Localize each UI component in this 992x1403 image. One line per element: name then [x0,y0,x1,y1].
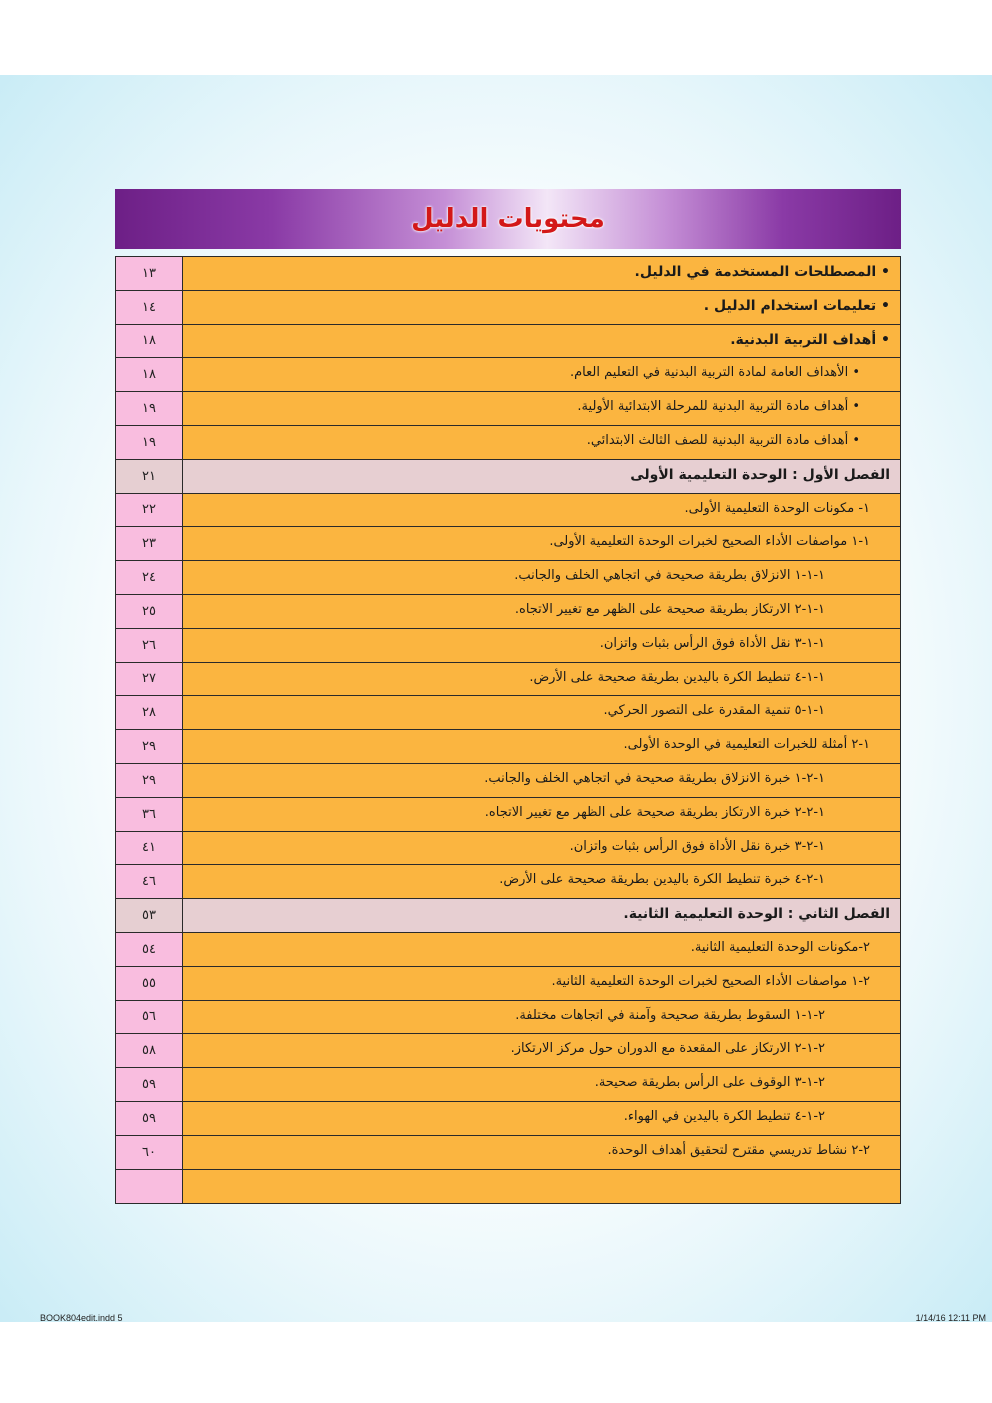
toc-entry-text: الفصل الثاني : الوحدة التعليمية الثانية. [183,899,900,932]
toc-entry-text: ١-٢-٤ خبرة تنطيط الكرة باليدين بطريقة صحيحة على الأرض. [183,865,900,898]
toc-row [116,426,900,460]
toc-entry-text: • المصطلحات المستخدمة في الدليل. [183,257,900,290]
page-number: ١٨ [116,358,183,391]
toc-row [116,527,900,561]
page-number: ٥٨ [116,1034,183,1067]
page-number: ٥٩ [116,1102,183,1135]
toc-row [116,1102,900,1136]
toc-entry-text: الفصل الأول : الوحدة التعليمية الأولى [183,460,900,493]
page-number: ٥٣ [116,899,183,932]
toc-row [116,967,900,1001]
toc-row [116,798,900,832]
toc-row [116,832,900,866]
toc-entry-text: • الأهداف العامة لمادة التربية البدنية في التعليم العام. [183,358,900,391]
page-number: ١٩ [116,392,183,425]
toc-row [116,764,900,798]
page-number: ٥٦ [116,1001,183,1034]
page-number: ٢١ [116,460,183,493]
toc-entry-text: ١-٢-٢ خبرة الارتكاز بطريقة صحيحة على الظهر مع تغيير الاتجاه. [183,798,900,831]
toc-row [116,561,900,595]
toc-entry-text: ١-١-٥ تنمية المقدرة على التصور الحركي. [183,696,900,729]
toc-entry-text: ١- مكونات الوحدة التعليمية الأولى. [183,494,900,527]
title-banner [115,189,901,249]
toc-row [116,325,900,359]
page-number: ١٨ [116,325,183,358]
toc-entry-text: ١-١-٤ تنطيط الكرة باليدين بطريقة صحيحة على الأرض. [183,663,900,696]
page-title: محتويات الدليل [411,204,605,234]
page-number: ٥٩ [116,1068,183,1101]
toc-entry-text: ١-٢ أمثلة للخبرات التعليمية في الوحدة الأولى. [183,730,900,763]
page-number: ٢٩ [116,730,183,763]
toc-row [116,865,900,899]
page-number: ٢٧ [116,663,183,696]
toc-entry-text: ٢-١-١ السقوط بطريقة صحيحة وآمنة في اتجاهات مختلفة. [183,1001,900,1034]
page-number: ٢٢ [116,494,183,527]
toc-entry-text: ١-١ مواصفات الأداء الصحيح لخبرات الوحدة التعليمية الأولى. [183,527,900,560]
toc-entry-text: ٢-٢ نشاط تدريسي مقترح لتحقيق أهداف الوحدة. [183,1136,900,1169]
page-number: ٥٤ [116,933,183,966]
page-number: ٢٦ [116,629,183,662]
toc-entry-text: ٢-١-٤ تنطيط الكرة باليدين في الهواء. [183,1102,900,1135]
toc-row [116,696,900,730]
toc-entry-text: • أهداف مادة التربية البدنية للمرحلة الابتدائية الأولية. [183,392,900,425]
page-number: ١٣ [116,257,183,290]
table-of-contents [115,256,901,1204]
toc-row [116,358,900,392]
toc-entry-text: ٢-١-٢ الارتكاز على المقعدة مع الدوران حول مركز الارتكاز. [183,1034,900,1067]
page-number: ٤١ [116,832,183,865]
toc-entry-text: ٢-١ مواصفات الأداء الصحيح لخبرات الوحدة التعليمية الثانية. [183,967,900,1000]
toc-row [116,629,900,663]
page-number: ٦٠ [116,1136,183,1169]
toc-entry-text: ١-٢-١ خبرة الانزلاق بطريقة صحيحة في اتجاهي الخلف والجانب. [183,764,900,797]
toc-entry-text: • أهداف التربية البدنية. [183,325,900,358]
toc-entry-text: ١-١-١ الانزلاق بطريقة صحيحة في اتجاهي الخلف والجانب. [183,561,900,594]
toc-row [116,1001,900,1035]
toc-row [116,933,900,967]
page-number: ٣٦ [116,798,183,831]
chapter-row [116,899,900,933]
toc-entry-text: ٢-مكونات الوحدة التعليمية الثانية. [183,933,900,966]
toc-entry-text: ٢-١-٣ الوقوف على الرأس بطريقة صحيحة. [183,1068,900,1101]
page-number: ٢٣ [116,527,183,560]
page-number: ٢٤ [116,561,183,594]
toc-row [116,1068,900,1102]
toc-entry-text: ١-٢-٣ خبرة نقل الأداة فوق الرأس بثبات واتزان. [183,832,900,865]
page-number: ١٤ [116,291,183,324]
toc-row [116,1136,900,1170]
footer-file-name: BOOK804edit.indd 5 [40,1313,123,1323]
toc-row [116,595,900,629]
toc-entry-text: • تعليمات استخدام الدليل . [183,291,900,324]
footer-timestamp: 1/14/16 12:11 PM [915,1313,986,1323]
chapter-row [116,460,900,494]
toc-row [116,730,900,764]
toc-entry-text [183,1170,900,1204]
toc-entry-text: ١-١-٣ نقل الأداة فوق الرأس بثبات واتزان. [183,629,900,662]
toc-row [116,1170,900,1204]
toc-row [116,392,900,426]
page-number: ٥٥ [116,967,183,1000]
toc-row [116,1034,900,1068]
page-number: ٢٨ [116,696,183,729]
page-number [116,1170,183,1204]
toc-row [116,291,900,325]
toc-row [116,663,900,697]
page-number: ١٩ [116,426,183,459]
page-number: ٤٦ [116,865,183,898]
toc-entry-text: ١-١-٢ الارتكاز بطريقة صحيحة على الظهر مع تغيير الاتجاه. [183,595,900,628]
toc-row [116,494,900,528]
toc-entry-text: • أهداف مادة التربية البدنية للصف الثالث الابتدائي. [183,426,900,459]
page-number: ٢٥ [116,595,183,628]
toc-row [116,257,900,291]
page-number: ٢٩ [116,764,183,797]
